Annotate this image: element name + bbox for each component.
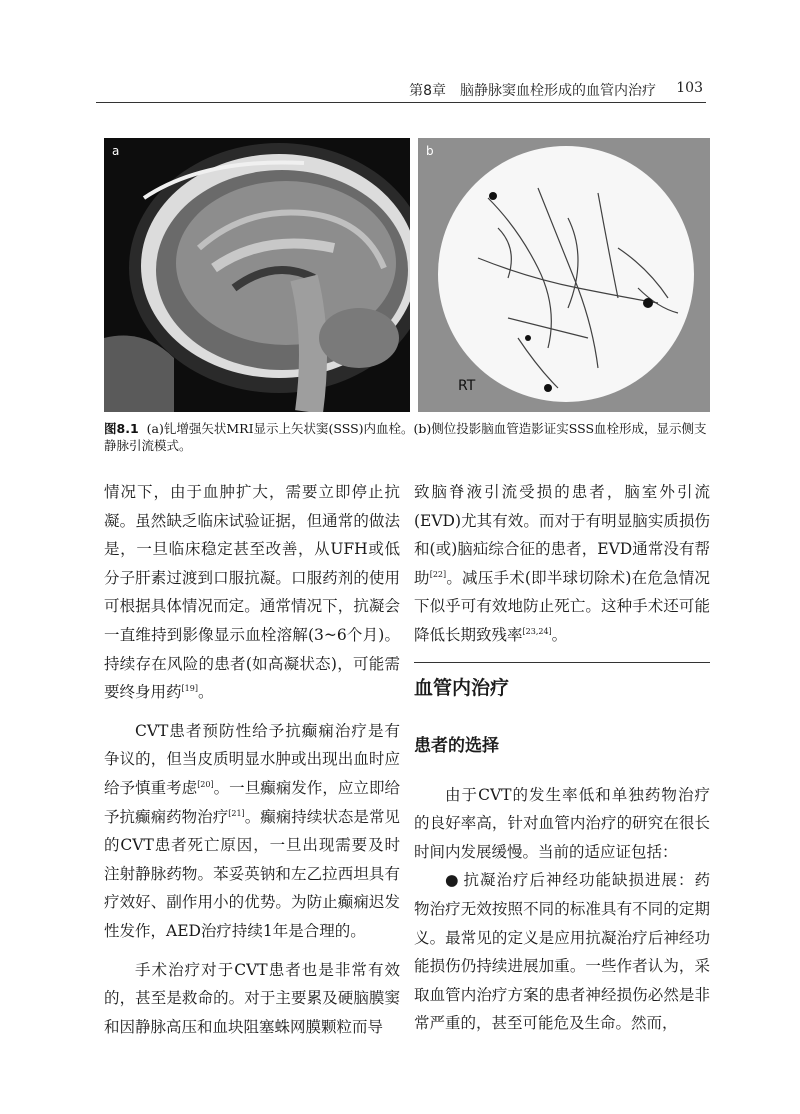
angiogram-image-panel: [418, 138, 710, 412]
page-number: 103: [676, 80, 703, 96]
figure-caption: [104, 420, 710, 454]
bullet-icon: ●: [445, 871, 460, 890]
paragraph-evd: [414, 478, 710, 650]
paragraph-text: 抗凝治疗后神经功能缺损进展：药物治疗无效按照不同的标准具有不同的定期义。最常见的定义是应用抗凝治疗后神经功能损伤仍持续进展加重。一些作者认为，采取血管内治疗方案的患者神经损伤必然是非常严重的，甚至可能危及生命。然而，: [414, 871, 710, 1033]
figure-number: 图8.1: [104, 421, 139, 436]
running-header: [96, 78, 706, 103]
mri-image-panel: [104, 138, 410, 412]
chapter-title: 第8章 脑静脉窦血栓形成的血管内治疗: [409, 83, 656, 99]
paragraph-text: 。癫痫持续状态是常见的CVT患者死亡原因，一旦出现需要及时注射静脉药物。苯妥英钠和左乙拉西坦具有疗效好、副作用小的优势。为防止癫痫迟发性发作，AED治疗持续1年是合理的。: [104, 807, 400, 940]
bullet-item: [414, 866, 710, 1038]
cerebral-angiogram-image: [418, 138, 710, 412]
paragraph-text: 。: [197, 683, 214, 702]
subsection-heading: 患者的选择: [414, 735, 499, 756]
paragraph-text: CVT患者预防性给予抗癫痫治疗是有争议的，但当皮质明显水肿或出现出血时应给予慎重考虑: [104, 721, 400, 797]
right-text-column: [414, 478, 710, 1038]
section-divider: [414, 662, 710, 663]
citation: [20]: [197, 779, 214, 789]
paragraph-anticoagulation: [104, 478, 400, 707]
paragraph-surgery: 手术治疗对于CVT患者也是非常有效的，甚至是救命的。对于主要累及硬脑膜窦和因静脉高压和血块阻塞蛛网膜颗粒而导: [104, 960, 400, 1036]
panel-a-label: a: [112, 144, 120, 158]
paragraph-indications: 由于CVT的发生率低和单独药物治疗的良好率高，针对血管内治疗的研究在很长时间内发展缓慢。当前的适应证包括：: [414, 785, 710, 861]
figure-8-1: [104, 138, 712, 412]
citation: [22]: [429, 569, 447, 579]
citation: [19]: [181, 684, 198, 693]
paragraph-antiepileptic: [104, 717, 400, 946]
paragraph-text: 。一旦癫痫发作，应立即给予抗癫痫药物治疗: [104, 778, 400, 826]
citation: [21]: [228, 808, 245, 818]
paragraph-text: 。减压手术(即半球切除术)在危急情况下似乎可有效地防止死亡。这种手术还可能降低长期致残率: [414, 568, 710, 644]
panel-b-label: b: [426, 144, 434, 158]
mri-sagittal-image: [104, 138, 410, 412]
section-heading: 血管内治疗: [414, 676, 510, 699]
paragraph-text: 。: [551, 625, 568, 644]
paragraph-text: 情况下，由于血肿扩大，需要立即停止抗凝。虽然缺乏临床试验证据，但通常的做法是，一旦临床稳定甚至改善，从UFH或低分子肝素过渡到口服抗凝。口服药剂的使用可根据具体情况而定。通常情况下，抗凝会一直维持到影像显示血栓溶解(3~6个月)。持续存在风险的患者(如高凝状态)，可能需要终身用药: [104, 483, 400, 702]
citation: [23,24]: [522, 626, 552, 636]
paragraph-text: 致脑脊液引流受损的患者，脑室外引流(EVD)尤其有效。而对于有明显脑实质损伤和(或)脑疝综合征的患者，EVD通常没有帮助: [414, 483, 710, 587]
rt-marker-label: RT: [458, 378, 476, 394]
left-text-column: [104, 478, 400, 1041]
caption-text: (a)钆增强矢状MRI显示上矢状窦(SSS)内血栓。(b)侧位投影脑血管造影证实SSS血栓形成，显示侧支静脉引流模式。: [104, 421, 707, 453]
